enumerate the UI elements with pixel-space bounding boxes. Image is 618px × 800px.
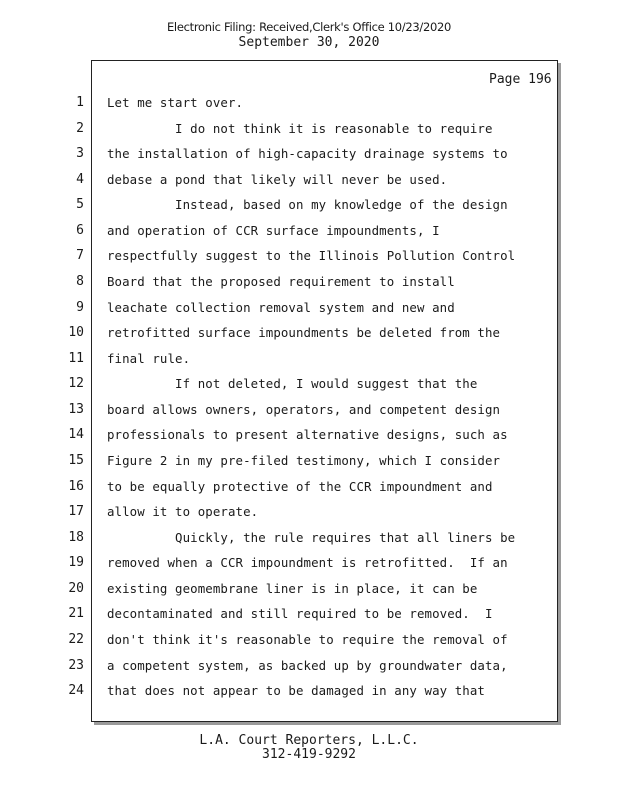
line-number: 15 (68, 453, 84, 468)
transcript-date: September 30, 2020 (238, 35, 380, 50)
transcript-line (0, 530, 560, 552)
line-text: board allows owners, operators, and competent design (107, 402, 501, 417)
transcript-line (0, 555, 560, 577)
line-number: 11 (68, 351, 84, 366)
line-text: don't think it's reasonable to require the removal of (107, 632, 508, 647)
line-text: Figure 2 in my pre-filed testimony, which I consider (107, 453, 501, 468)
transcript-line (0, 376, 560, 398)
line-number: 19 (68, 555, 84, 570)
transcript-line (0, 248, 560, 270)
line-number: 8 (76, 274, 84, 289)
line-number: 21 (68, 606, 84, 621)
transcript-line (0, 95, 560, 117)
line-text: decontaminated and still required to be removed. I (107, 606, 493, 621)
transcript-line (0, 453, 560, 475)
line-number: 4 (76, 172, 84, 187)
line-text: existing geomembrane liner is in place, it can be (107, 581, 478, 596)
line-text: respectfully suggest to the Illinois Pollution Control (107, 248, 516, 263)
line-text: Quickly, the rule requires that all liners be (107, 530, 516, 545)
line-text: retrofitted surface impoundments be deleted from the (107, 325, 501, 340)
transcript-line (0, 504, 560, 526)
line-number: 18 (68, 530, 84, 545)
filing-stamp: Electronic Filing: Received,Clerk's Office 10/23/2020 (166, 20, 452, 34)
line-number: 3 (76, 146, 84, 161)
line-text: If not deleted, I would suggest that the (107, 376, 478, 391)
line-number: 14 (68, 427, 84, 442)
line-text: Instead, based on my knowledge of the design (107, 197, 508, 212)
line-number: 22 (68, 632, 84, 647)
transcript-line (0, 683, 560, 705)
line-number: 17 (68, 504, 84, 519)
transcript-line (0, 223, 560, 245)
transcript-line (0, 146, 560, 168)
line-text: to be equally protective of the CCR impoundment and (107, 479, 493, 494)
transcript-line (0, 658, 560, 680)
line-number: 10 (68, 325, 84, 340)
page-number: Page 196 (489, 72, 552, 87)
line-number: 24 (68, 683, 84, 698)
transcript-line (0, 197, 560, 219)
line-number: 6 (76, 223, 84, 238)
transcript-line (0, 274, 560, 296)
line-number: 20 (68, 581, 84, 596)
line-number: 2 (76, 121, 84, 136)
transcript-line (0, 581, 560, 603)
line-text: debase a pond that likely will never be used. (107, 172, 448, 187)
line-text: and operation of CCR surface impoundments, I (107, 223, 440, 238)
line-number: 12 (68, 376, 84, 391)
line-number: 23 (68, 658, 84, 673)
line-text: final rule. (107, 351, 191, 366)
line-text: Let me start over. (107, 95, 244, 110)
line-text: Board that the proposed requirement to install (107, 274, 455, 289)
line-text: allow it to operate. (107, 504, 259, 519)
transcript-line (0, 479, 560, 501)
line-number: 7 (76, 248, 84, 263)
transcript-line (0, 427, 560, 449)
line-text: a competent system, as backed up by groundwater data, (107, 658, 508, 673)
transcript-line (0, 606, 560, 628)
reporter-company: L.A. Court Reporters, L.L.C. (199, 733, 419, 748)
transcript-line (0, 300, 560, 322)
line-number: 13 (68, 402, 84, 417)
line-number: 1 (76, 95, 84, 110)
line-number: 5 (76, 197, 84, 212)
line-number: 16 (68, 479, 84, 494)
transcript-line (0, 632, 560, 654)
transcript-line (0, 351, 560, 373)
line-text: the installation of high-capacity drainage systems to (107, 146, 508, 161)
reporter-phone: 312-419-9292 (262, 747, 356, 762)
line-text: that does not appear to be damaged in any way that (107, 683, 485, 698)
line-text: leachate collection removal system and new and (107, 300, 455, 315)
line-text: professionals to present alternative designs, such as (107, 427, 508, 442)
transcript-line (0, 121, 560, 143)
line-text: removed when a CCR impoundment is retrofitted. If an (107, 555, 508, 570)
line-number: 9 (76, 300, 84, 315)
transcript-line (0, 172, 560, 194)
transcript-line (0, 402, 560, 424)
line-text: I do not think it is reasonable to require (107, 121, 493, 136)
transcript-line (0, 325, 560, 347)
